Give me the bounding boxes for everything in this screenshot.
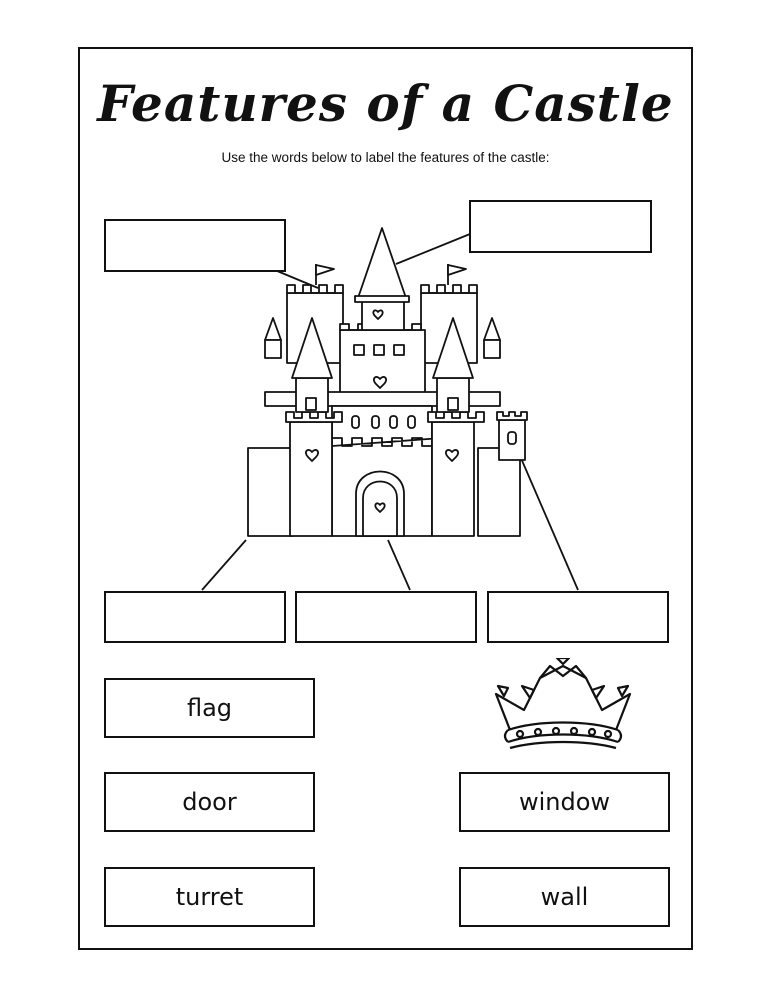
word-card-wall[interactable]: wall (459, 867, 670, 927)
word-card-flag[interactable]: flag (104, 678, 315, 738)
crown-icon (490, 658, 636, 756)
leader-line-door (388, 540, 410, 590)
word-card-turret[interactable]: turret (104, 867, 315, 927)
leader-line-turret (396, 234, 470, 264)
castle-window (508, 432, 516, 444)
word-card-door[interactable]: door (104, 772, 315, 832)
answer-box-top-left[interactable] (104, 219, 286, 272)
leader-line-window (514, 442, 578, 590)
worksheet-instruction: Use the words below to label the features of the castle: (221, 150, 550, 165)
answer-box-top-right[interactable] (469, 200, 652, 253)
answer-box-bottom-center[interactable] (295, 591, 477, 643)
word-card-window[interactable]: window (459, 772, 670, 832)
leader-line-wall (202, 540, 246, 590)
answer-box-bottom-left[interactable] (104, 591, 286, 643)
worksheet-title: Features of a Castle (97, 74, 674, 133)
answer-box-bottom-right[interactable] (487, 591, 669, 643)
